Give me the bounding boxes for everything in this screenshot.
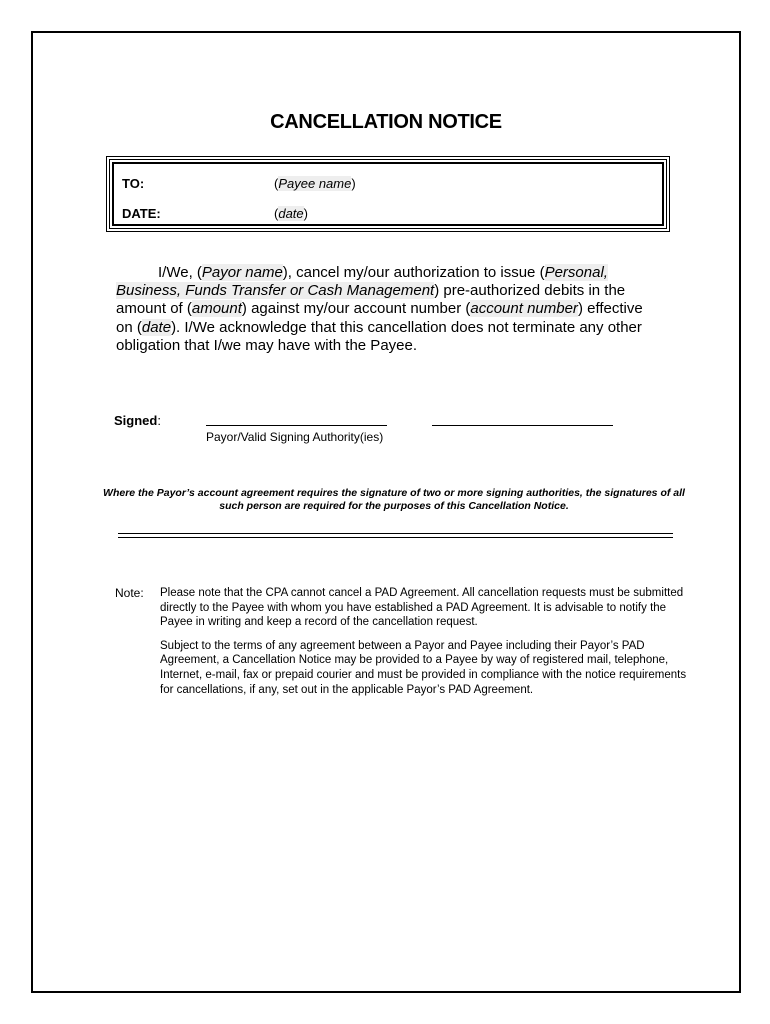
authorization-paragraph: I/We, (Payor name), cancel my/our authorization to issue (Personal, Business, Funds Transfer or Cash Management) pre-authorized debits in the amount of (amount) against my/our account number (account number) effective on (date). I/We acknowledge that this cancellation does not terminate any other obligation that I/we may have with the Payee. — [116, 264, 643, 354]
date-label: DATE: — [122, 206, 161, 221]
signing-authority-warning: Where the Payor’s account agreement requires the signature of two or more signing authorities, the signatures of all such person are required for the purposes of this Cancellation Notice. — [103, 487, 685, 513]
date-placeholder: date — [278, 206, 304, 221]
signature-line-1[interactable] — [206, 425, 387, 426]
payee-name-field[interactable]: (Payee name) — [274, 176, 356, 191]
account-number-field[interactable]: account number — [470, 300, 578, 318]
note-body — [160, 586, 690, 706]
amount-field[interactable]: amount — [191, 300, 242, 318]
debit-type-field[interactable]: Personal, Business, Funds Transfer or Cash Management — [116, 264, 608, 300]
double-rule-top — [118, 533, 673, 534]
note-label: Note: — [115, 586, 144, 600]
page-title: CANCELLATION NOTICE — [270, 111, 502, 133]
to-label: TO: — [122, 176, 145, 191]
date-field[interactable]: (date) — [274, 206, 308, 221]
payee-name-placeholder: Payee name — [278, 176, 352, 191]
addressee-box — [106, 156, 670, 232]
note-paragraph-1: Please note that the CPA cannot cancel a PAD Agreement. All cancellation requests must be submitted directly to the Payee with whom you have established a PAD Agreement. It is advisable to notify the Payee in writing and keep a record of the cancellation request. — [160, 587, 684, 629]
effective-date-field[interactable]: date — [141, 318, 172, 336]
double-rule-bottom — [118, 537, 673, 538]
payor-name-field[interactable]: Payor name — [201, 264, 283, 281]
signature-line-2[interactable] — [432, 425, 613, 426]
document-page — [31, 31, 741, 993]
signature-caption: Payor/Valid Signing Authority(ies) — [206, 430, 384, 444]
note-paragraph-2: Subject to the terms of any agreement between a Payor and Payee including their Payor’s PAD Agreement, a Cancellation Notice may be provided to a Payee by way of registered mail, telephone, Internet, e-mail, fax or prepaid courier and must be provided in compliance with the notice requirements for cancellations, if any, set out in the applicable Payor’s PAD Agreement. — [160, 639, 687, 696]
signed-label: Signed: — [114, 413, 161, 428]
